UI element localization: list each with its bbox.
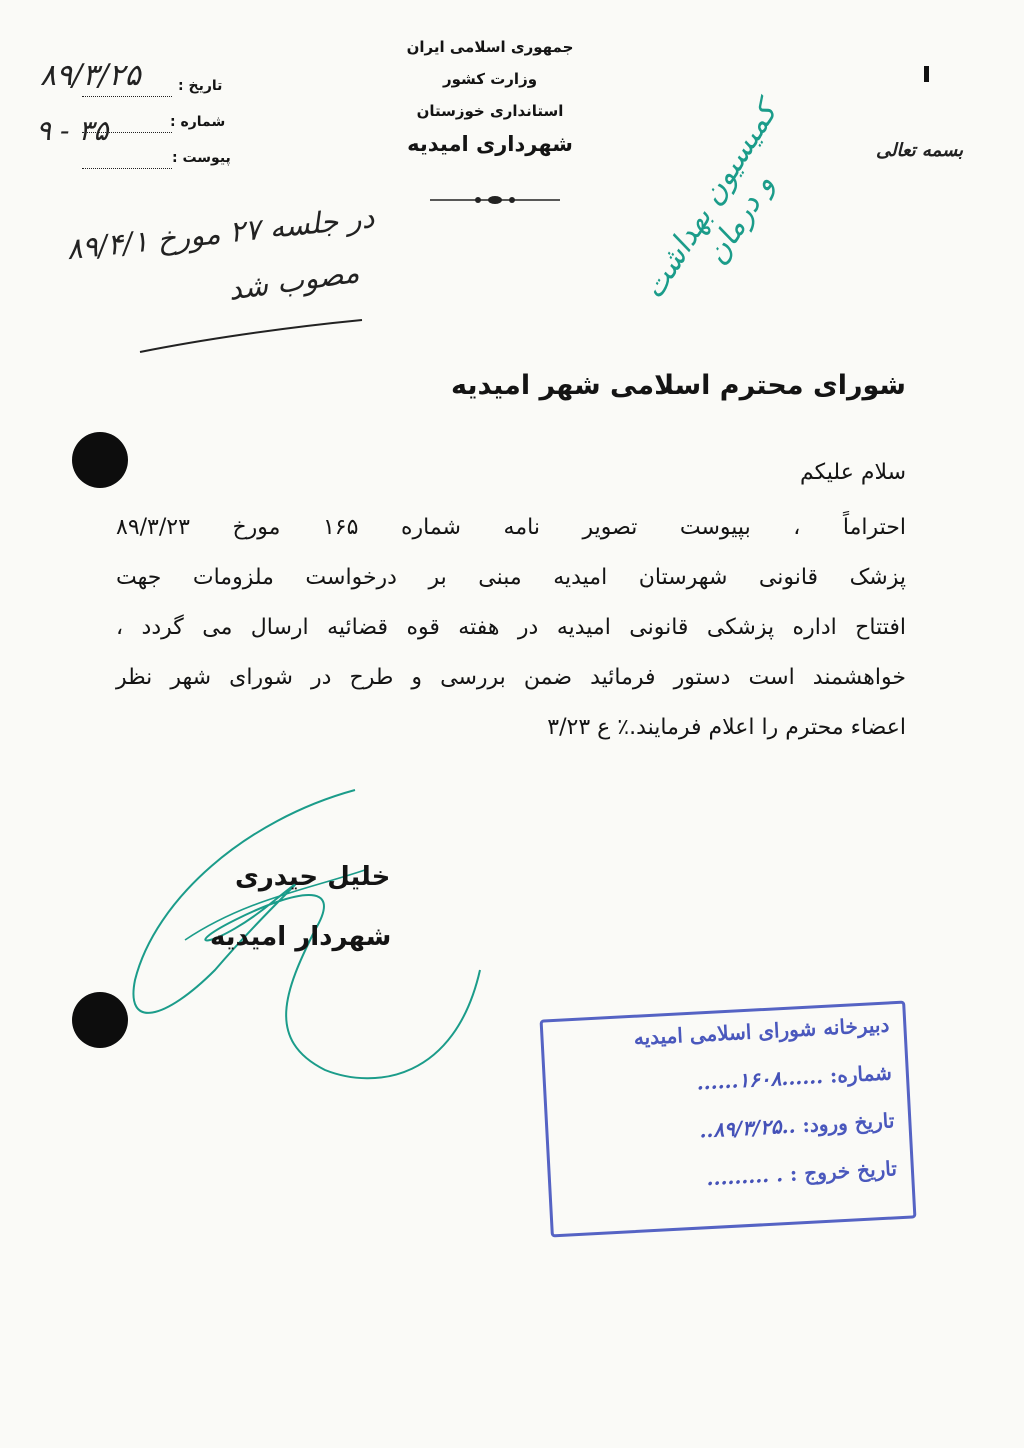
handwriting-underline (130, 290, 370, 360)
attachment-label: پیوست : (172, 150, 231, 166)
date-label: تاریخ : (178, 78, 223, 94)
stamp-entry-label: تاریخ ورود: (801, 1108, 895, 1138)
green-referral-note: کمیسیون بهداشت و درمان (635, 96, 785, 306)
body-line: احتراماً ، بپیوست تصویر نامه شماره ۱۶۵ مورخ ۸۹/۳/۲۳ (116, 515, 906, 540)
body-line: اعضاء محترم را اعلام فرمایند.٪ ع ۳/۲۳ (547, 715, 906, 740)
punch-hole-bottom (72, 992, 128, 1048)
stamp-exit-value: . ......... (705, 1162, 784, 1191)
letterhead (360, 38, 620, 156)
letterhead-ministry: وزارت کشور (442, 70, 538, 88)
stamp-exit-label: تاریخ خروج : (789, 1156, 898, 1186)
stamp-number-row (696, 1060, 892, 1094)
body-line: خواهشمند است دستور فرمائید ضمن بررسی و طرح در شورای شهر نظر (116, 665, 906, 690)
salutation: سلام علیکم (799, 460, 906, 485)
signatory-title: شهردار امیدیه (210, 922, 392, 952)
body-line: پزشک قانونی شهرستان امیدیه مبنی بر درخواست ملزومات جهت (116, 565, 906, 590)
body-line: افتتاح اداره پزشکی قانونی امیدیه در هفته قوه قضائیه ارسال می گردد ، (116, 615, 906, 640)
number-label: شماره : (170, 114, 226, 130)
handwritten-date: ۸۹/۳/۲۵ (40, 58, 141, 93)
stamp-entry-value: ..۸۹/۳/۲۵.. (698, 1113, 797, 1143)
stamp-exit-row (706, 1156, 898, 1190)
letterhead-country: جمهوری اسلامی ایران (406, 38, 574, 56)
stamp-number-label: شماره: (829, 1060, 893, 1088)
stamp-title: دبیرخانه شورای اسلامی امیدیه (633, 1012, 890, 1050)
letter-body (116, 503, 906, 753)
handwritten-number: ۳۵ - ۹ (36, 114, 109, 147)
header-invocation: بسمه تعالی (876, 140, 964, 161)
attachment-dots (82, 154, 172, 169)
stamp-number-value: ......۱۶۰۸...... (695, 1063, 824, 1095)
stamp-entry-row (699, 1108, 895, 1142)
letterhead-municipality: شهرداری امیدیه (407, 132, 573, 156)
handwritten-approval-note: در جلسه ۲۷ مورخ ۸۹/۴/۱ (64, 200, 376, 267)
letter-heading: شورای محترم اسلامی شهر امیدیه (450, 370, 906, 401)
handwritten-approval-note-2: مصوب شد (226, 254, 362, 307)
punch-hole-top (72, 432, 128, 488)
signatory-name: خلیل حیدری (235, 862, 391, 892)
ink-mark (924, 66, 929, 82)
letterhead-province: استانداری خوزستان (416, 102, 564, 120)
secretariat-stamp (540, 1001, 917, 1238)
letterhead-ornament (430, 194, 560, 206)
